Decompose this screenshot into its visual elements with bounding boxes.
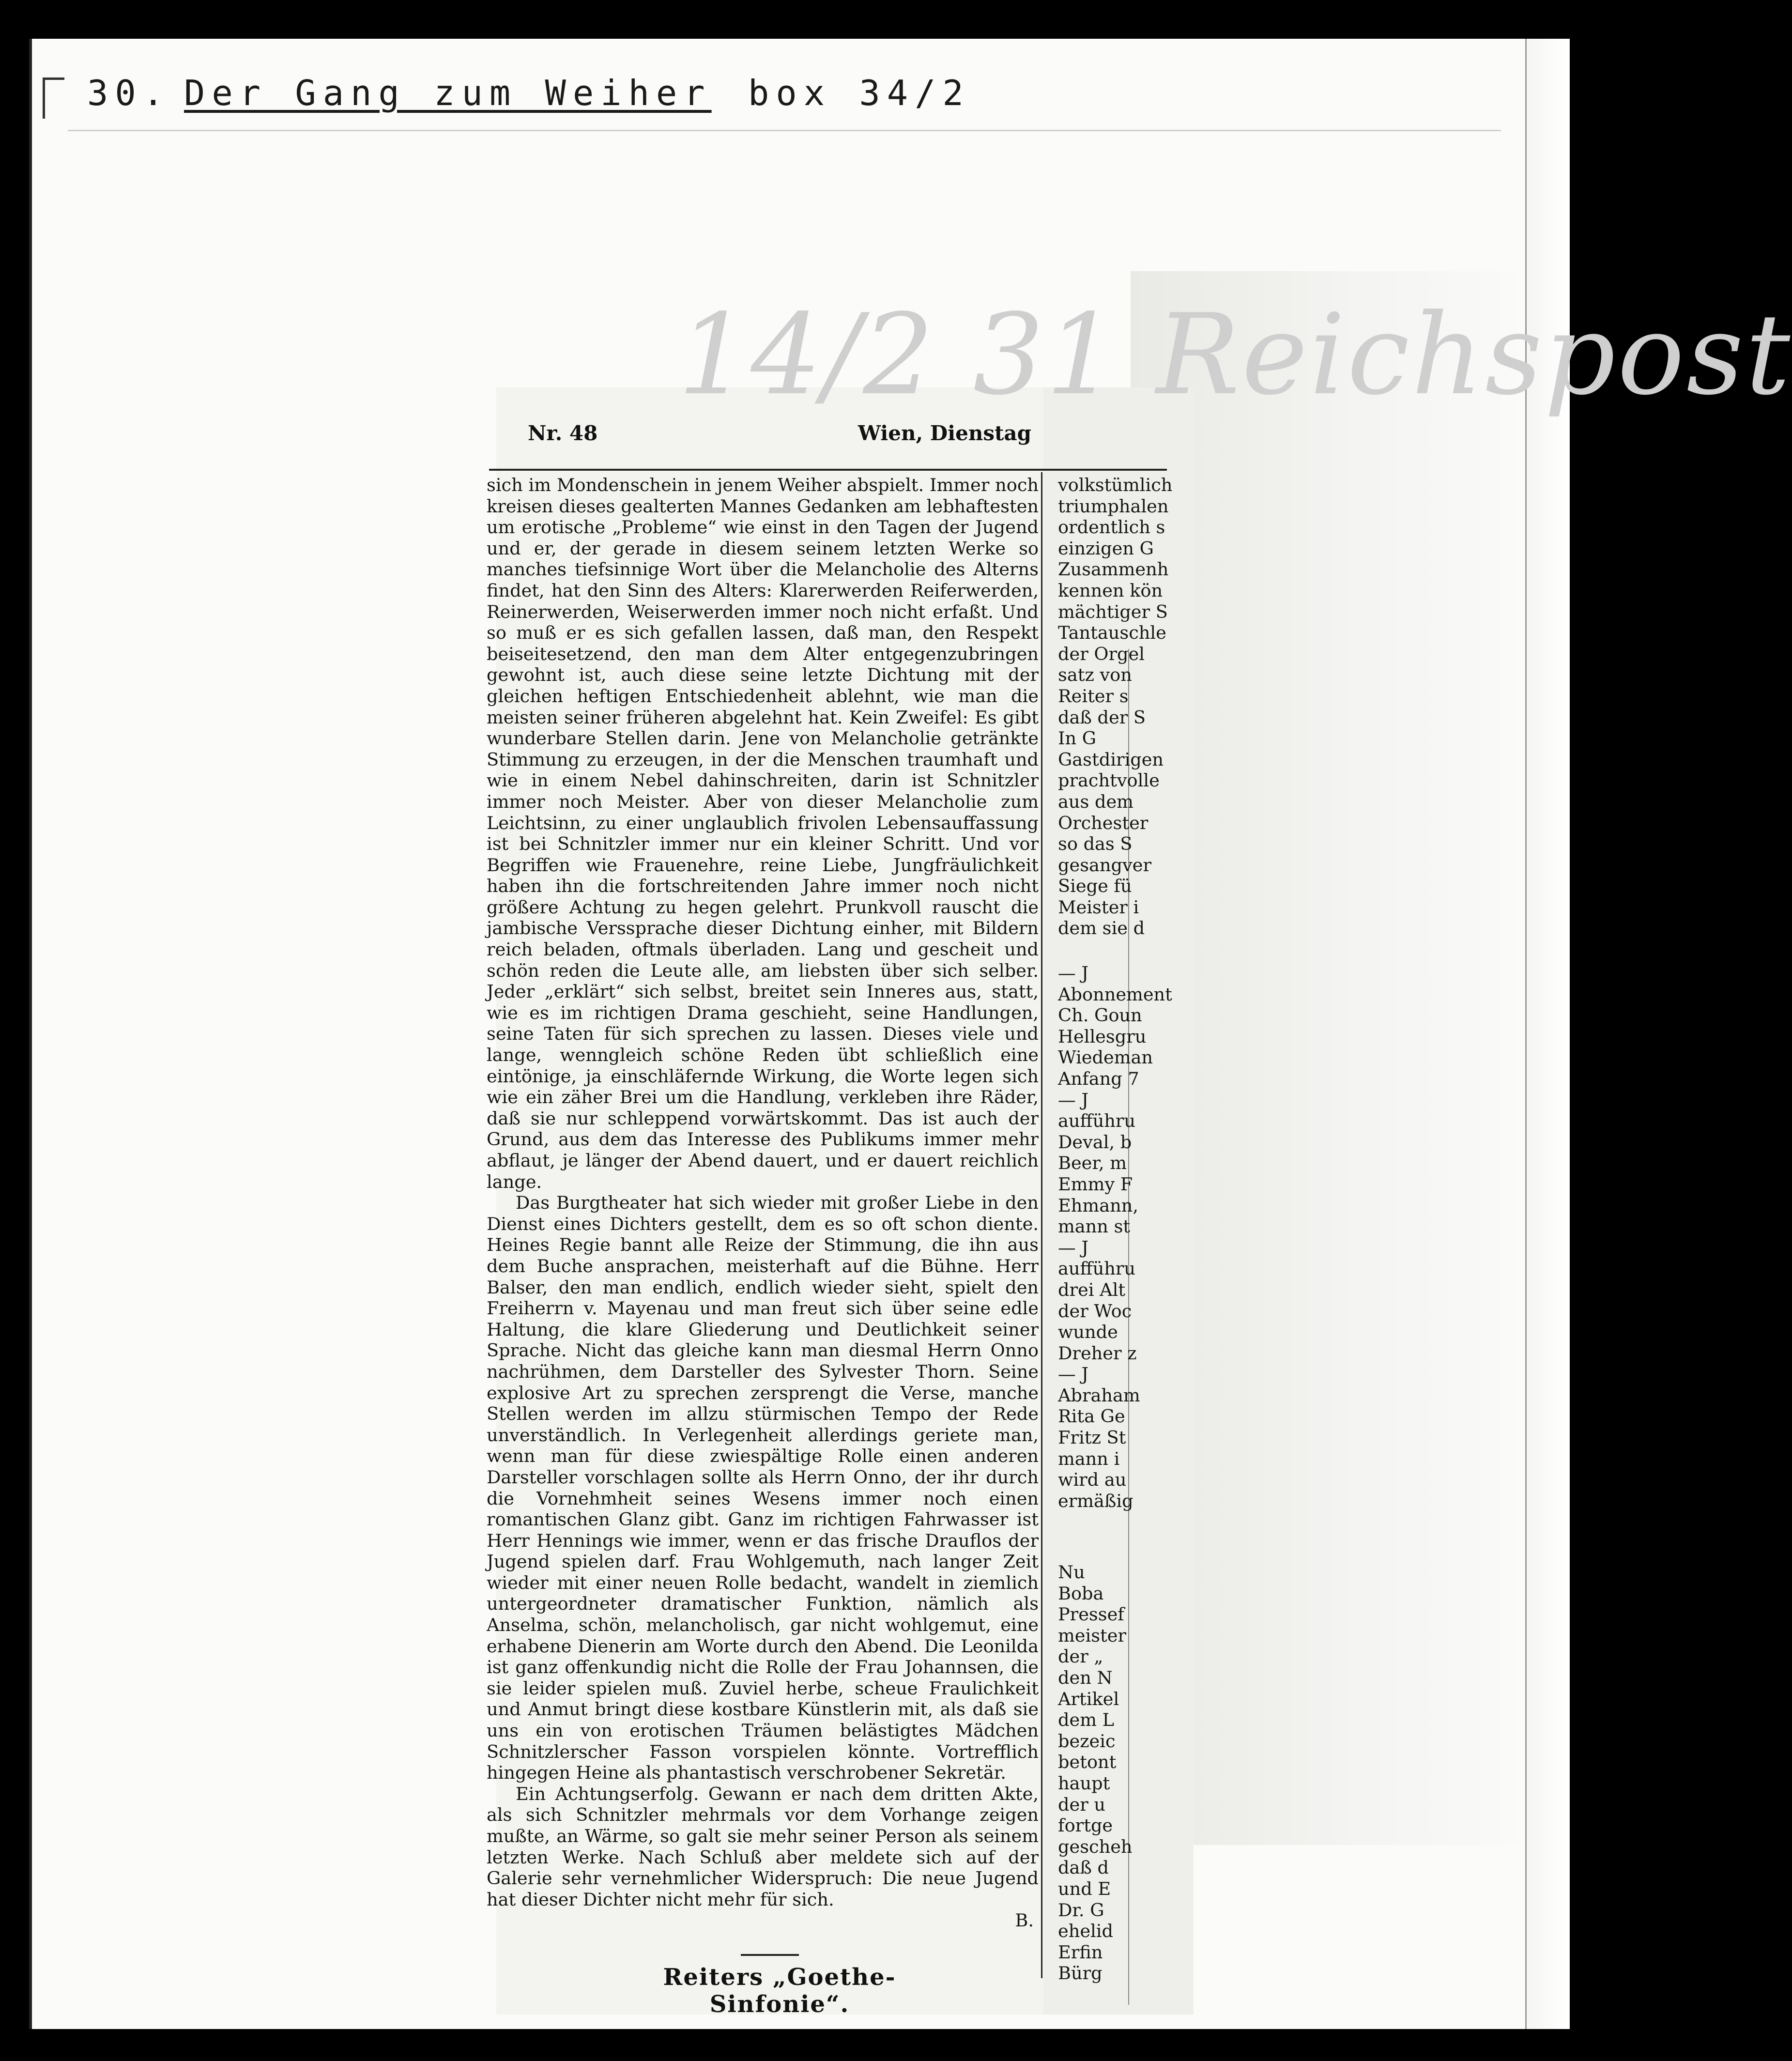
neighbor-column-line: haupt (1058, 1772, 1110, 1794)
header-rule-newspaper (489, 469, 1167, 471)
neighbor-column-line: einzigen G (1058, 538, 1154, 559)
neighbor-column-line: gesangver (1058, 854, 1151, 876)
neighbor-column-line: mann i (1058, 1448, 1120, 1469)
neighbor-column-line: so das S (1058, 833, 1133, 855)
neighbor-column-line: ermäßig (1058, 1490, 1133, 1511)
neighbor-column-line: mann st (1058, 1216, 1131, 1237)
corner-bracket (43, 77, 64, 119)
neighbor-column-line: Tantauschle (1058, 622, 1166, 644)
neighbor-column-line: Siege fü (1058, 876, 1132, 897)
neighbor-column-line: aufführu (1058, 1110, 1135, 1132)
neighbor-column-line: satz von (1058, 664, 1132, 686)
pencil-annotation (678, 271, 1792, 426)
article-paragraph: Das Burgtheater hat sich wieder mit großer Liebe in den Dienst eines Dichters gestellt, dem es so oft schon diente. Heines Regie bannt alle Reize der Stimmung, die ihn aus dem Buche ansprachen, meisterhaft auf die Bühne. Herr Balser, den man endlich, endlich wieder sieht, spielt den Freiherrn v. Mayenau und man freut sich über seine edle Haltung, die klare Gliederung und Deutlichkeit seiner Sprache. Nicht das gleiche kann man diesmal Herrn Onno nachrühmen, dem Darsteller des Sylvester Thorn. Seine explosive Art zu sprechen zersprengt die Verse, manche Stellen werden im allzu stürmischen Tempo der Rede unverständlich. In Verlegenheit allerdings geriete man, wenn man für diese zwiespältige Rolle einen anderen Darsteller vorschlagen sollte als Herrn Onno, der ihr durch die Vornehmheit seines Wesens immer noch einen romantischen Glanz gibt. Ganz im richtigen Fahrwasser ist Herr Hennings wie immer, wenn er das frische Drauflos der Jugend spielen darf. Frau Wohlgemuth, nach langer Zeit wieder mit einer neuen Rolle bedacht, wandelt in ziemlich untergeordneter dramatischer Funktion, nämlich als Anselma, schön, melancholisch, gar nicht wohlgemut, eine erhabene Dienerin am Worte durch den Abend. Die Leonilda ist ganz offenkundig nicht die Rolle der Frau Johannsen, die sie leider spielen muß. Zuviel herbe, scheue Fraulichkeit und Anmut bringt diese kostbare Künstlerin mit, als daß sie uns ein von erotischen Träumen belästigtes Mädchen Schnitzlerscher Fasson vorspielen könnte. Vortrefflich hingegen Heine als phantastisch verschrobener Sekretär. (487, 1192, 1039, 1784)
article-paragraph: Ein Achtungserfolg. Gewann er nach dem dritten Akte, als sich Schnitzler mehrmals vor dem Vorhange zeigen mußte, an Wärme, so galt sie mehr seiner Person als seinem letzten Werke. Nach Schluß aber meldete sich auf der Galerie sehr vernehmlicher Widerspruch: Die neue Jugend hat dieser Dichter nicht mehr für sich. (487, 1783, 1039, 1910)
newspaper-header (528, 421, 1031, 450)
separator-rule (741, 1954, 799, 1956)
neighbor-column-line: dem sie d (1058, 918, 1145, 939)
neighbor-column-line: der „ (1058, 1646, 1103, 1667)
neighbor-column-line: Fritz St (1058, 1427, 1126, 1448)
neighbor-column-line: mächtiger S (1058, 601, 1168, 622)
neighbor-column-line: Meister i (1058, 896, 1139, 918)
neighbor-column-line: — J (1058, 1237, 1089, 1258)
review-article (487, 475, 1039, 1931)
neighbor-column-line: dem L (1058, 1709, 1115, 1731)
neighbor-column-line: daß der S (1058, 707, 1146, 728)
neighbor-column-line: triumphalen (1058, 495, 1169, 517)
issue-number: Nr. 48 (528, 421, 598, 445)
neighbor-column-line: bezeic (1058, 1730, 1116, 1752)
neighbor-column-block (1058, 963, 1172, 1511)
neighbor-column-line: — J (1058, 1089, 1089, 1110)
neighbor-column-line: Abraham (1058, 1384, 1140, 1406)
neighbor-column-line: Reiter s (1058, 685, 1129, 707)
neighbor-column-line: ordentlich s (1058, 517, 1165, 538)
neighbor-column-line: Deval, b (1058, 1131, 1132, 1153)
neighbor-column-line: Anfang 7 (1058, 1068, 1139, 1089)
neighbor-column-line: Wiedeman (1058, 1047, 1153, 1068)
neighbor-column-line: In G (1058, 728, 1097, 749)
neighbor-column-line: Zusammenh (1058, 559, 1169, 580)
neighbor-column-line: Abonnement (1058, 984, 1172, 1005)
handwritten-note: 14/2 31 Reichspost (678, 291, 1792, 420)
neighbor-column-line: Ch. Goun (1058, 1005, 1142, 1026)
neighbor-column-line: der Orgel (1058, 643, 1145, 664)
neighbor-column-line: Ehmann, (1058, 1195, 1138, 1216)
neighbor-column-block (1058, 1562, 1133, 1984)
header-rule (68, 130, 1501, 131)
neighbor-column-line: Nu (1058, 1562, 1085, 1583)
neighbor-column-line: Emmy F (1058, 1173, 1133, 1195)
neighbor-column-line: aufführu (1058, 1258, 1135, 1279)
neighbor-column-block (1058, 475, 1172, 939)
neighbor-column-line: Orchester (1058, 812, 1149, 833)
neighbor-column-line: Beer, m (1058, 1153, 1127, 1174)
neighbor-column-line: aus dem (1058, 791, 1133, 812)
folder-number: 30. (87, 73, 171, 113)
neighbor-column-line: Pressef (1058, 1604, 1124, 1625)
neighbor-column-line: Dr. G (1058, 1899, 1104, 1921)
box-label: box 34/2 (748, 73, 970, 113)
neighbor-column-line: betont (1058, 1752, 1117, 1773)
folder-title: Der Gang zum Weiher (184, 73, 712, 113)
neighbor-column-line: gescheh (1058, 1836, 1133, 1857)
neighbor-column-line: fortge (1058, 1815, 1113, 1836)
neighbor-column-line: drei Alt (1058, 1279, 1126, 1300)
neighbor-column-line: und E (1058, 1878, 1111, 1899)
neighbor-column-line: Gastdirigen (1058, 749, 1164, 770)
neighbor-column-line: ehelid (1058, 1921, 1114, 1942)
neighbor-column-line: der u (1058, 1794, 1106, 1815)
neighbor-column-line: volkstümlich (1058, 475, 1173, 495)
neighbor-column-line: Boba (1058, 1583, 1104, 1604)
neighbor-column-line: — J (1058, 1364, 1089, 1385)
place-day: Wien, Dienstag (858, 421, 1031, 445)
neighbor-column-line: Artikel (1058, 1688, 1119, 1709)
neighbor-column-line: wunde (1058, 1322, 1118, 1343)
neighbor-column-line: daß d (1058, 1857, 1109, 1878)
neighbor-column-line: der Woc (1058, 1300, 1132, 1322)
author-signature: B. (1015, 1910, 1034, 1931)
neighbor-column-line: meister (1058, 1625, 1127, 1646)
neighbor-column-line: kennen kön (1058, 580, 1163, 601)
neighbor-column-line: — J (1058, 963, 1089, 984)
neighbor-column-line: Erfin (1058, 1941, 1103, 1963)
neighbor-column-line: Rita Ge (1058, 1406, 1125, 1427)
neighbor-column-line: wird au (1058, 1469, 1127, 1491)
neighbor-column-line: Hellesgru (1058, 1026, 1147, 1047)
article-paragraph: sich im Mondenschein in jenem Weiher abspielt. Immer noch kreisen dieses gealterten Mannes Gedanken am lebhaftesten um erotische „Probleme“ wie einst in den Tagen der Jugend und er, der gerade in diesem seinem letzten Werke so manches tiefsinnige Wort über die Melancholie des Alterns findet, hat den Sinn des Alters: Klarerwerden Reiferwerden, Reinerwerden, Weiserwerden immer noch nicht erfaßt. Und so muß er es sich gefallen lassen, daß man, den Respekt beiseitesetzend, den man dem Alter entgegenzubringen gewohnt ist, auch diese seine letzte Dichtung mit der gleichen heftigen Entschiedenheit ablehnt, wie man die meisten seiner früheren abgelehnt hat. Kein Zweifel: Es gibt wunderbare Stellen darin. Jene von Melancholie getränkte Stimmung zu erzeugen, in der die Menschen traumhaft und wie in einem Nebel dahinschreiten, darin ist Schnitzler immer noch Meister. Aber von dieser Melancholie zum Leichtsinn, zu einer unglaublich frivolen Lebensauffassung ist bei Schnitzler immer nur ein kleiner Schritt. Und vor Begriffen wie Frauenehre, reine Liebe, Jungfräulichkeit haben ihn die fortschreitenden Jahre immer noch nicht größere Achtung zu hegen gelehrt. Prunkvoll rauscht die jambische Verssprache dieser Dichtung einher, mit Bildern reich beladen, oftmals überladen. Lang und gescheit und schön reden die Leute alle, am liebsten über sich selber. Jeder „erklärt“ sich selbst, breitet sein Inneres aus, statt, wie es im richtigen Drama geschieht, seine Handlungen, seine Taten für sich sprechen zu lassen. Dieses viele und lange, wenngleich schöne Reden übt schließlich eine eintönige, ja einschläfernde Wirkung, die Worte legen sich wie ein zäher Brei um die Handlung, verkleben ihre Räder, daß sie nur schleppend vorwärtskommt. Das ist auch der Grund, aus dem das Interesse des Publikums immer mehr abflaut, je länger der Abend dauert, und er dauert reichlich lange. (487, 475, 1039, 1192)
next-article-headline: Reiters „Goethe-Sinfonie“. (663, 1964, 896, 2018)
neighbor-column-line: prachtvolle (1058, 770, 1160, 791)
column-divider (1041, 472, 1042, 1978)
neighbor-column-line: den N (1058, 1667, 1113, 1688)
neighbor-column-line: Dreher z (1058, 1342, 1137, 1364)
neighbor-column-line: Bürg (1058, 1963, 1103, 1984)
